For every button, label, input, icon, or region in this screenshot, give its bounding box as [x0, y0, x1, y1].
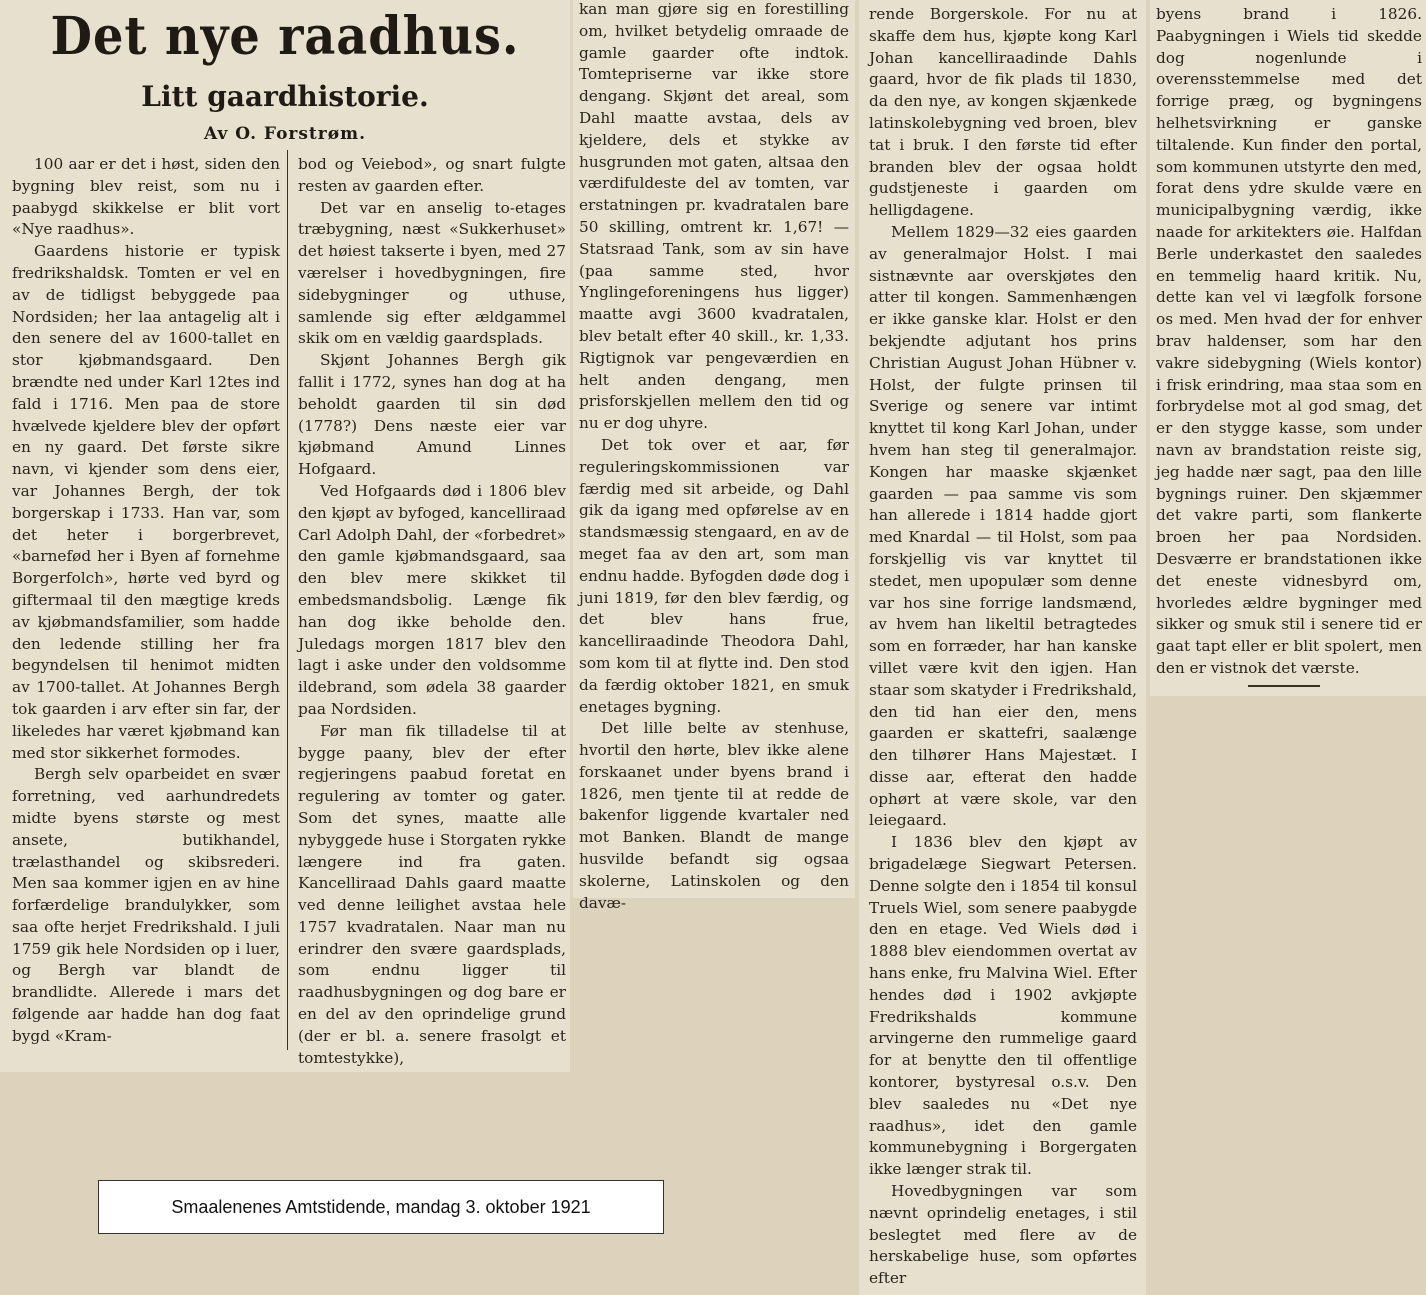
paragraph: Det lille belte av stenhuse, hvortil den hørte, blev ikke alene forskaanet under byens brand i 1826, men tjente til at redde de bakenfor liggende kvartaler ned mot Banken. Blandt de mange husvilde befandt sig ogsaa skolerne, Latinskolen og den davæ- [579, 719, 849, 912]
column-1 [12, 154, 280, 1048]
paragraph: I 1836 blev den kjøpt av brigadelæge Siegwart Petersen. Denne solgte den i 1854 til konsul Truels Wiel, som senere paabygde den en etage. Ved Wiels død i 1888 blev eiendommen overtat av hans enke, fru Malvina Wiel. Efter hendes død i 1902 avkjøpte Fredrikshalds kommune arvingerne den rummelige gaard for at benytte den til offentlige kontorer, bystyresal o.s.v. Den blev saaledes nu «Det nye raadhus», idet den gamle kommunebygning i Borgergaten ikke længer strak til. [869, 833, 1137, 1179]
article-clipping-left [0, 0, 570, 1072]
paragraph: kan man gjøre sig en forestilling om, hvilket betydelig omraade de gamle gaarder ofte indtok. Tomtepriserne var ikke store dengang. Skjønt det areal, som Dahl maatte avstaa, dels av kjeldere, dels et stykke av husgrunden mot gaten, altsaa den værdifuldeste del av tomten, var erstatningen pr. kvadratalen bare 50 skilling, omtrent kr. 1,67! — Statsraad Tank, som av sin have (paa samme sted, hvor Ynglingeforeningens hus ligger) maatte avgi 3600 kvadratalen, blev betalt efter 40 skill., kr. 1,33. Rigtignok var pengeværdien en helt anden dengang, men prisforskjellen mellem den tid og nu er dog uhyre. [579, 0, 849, 433]
paragraph: Før man fik tilladelse til at bygge paany, blev der efter regjeringens paabud foretat en regulering av tomter og gater. Som det synes, maatte alle nybyggede huse i Storgaten rykke længere ind fra gaten. Kancelliraad Dahls gaard maatte ved denne leilighet avstaa hele 1757 kvadratalen. Naar man nu erindrer den svære gaardsplads, som endnu ligger til raadhusbygningen og dog bare er en del av den oprindelige grund (der er bl. a. senere frasolgt et tomtestykke), [298, 721, 566, 1067]
byline: Av O. Forstrøm. [203, 124, 366, 144]
paragraph: Mellem 1829—32 eies gaarden av generalmajor Holst. I mai sistnævnte aar overskjøtes den atter til kongen. Sammenhængen er ikke ganske klar. Holst er den bekjendte adjutant hos prins Christian August Johan Hübner v. Holst, der fulgte prinsen til Sverige og senere var intimt knyttet til kong Karl Johan, under hvem han steg til generalmajor. Kongen har maaske skjænket gaarden — paa samme vis som han allerede i 1814 hadde gjort med Knardal — til Holst, som paa forskjellig vis var knyttet til stedet, men upopulær som denne var hos sine forrige landsmænd, av hvem han likeltil betragtedes som en forræder, har han kanske villet være kvit den igjen. Han staar som skatyder i Fredrikshald, den tid han eier den, mens gaarden er skattefri, saalænge den tilhører Hans Majestæt. I disse aar, efterat den hadde ophørt at være skole, var den leiegaard. [869, 222, 1137, 830]
paragraph: rende Borgerskole. For nu at skaffe dem hus, kjøpte kong Karl Johan kancelliraadinde Dahls gaard, hvor de fik plads til 1830, da den nye, av kongen skjænkede latinskolebygning ved broen, blev tat i bruk. I den første tid efter branden blev der ogsaa holdt gudstjeneste i gaarden om helligdagene. [869, 5, 1137, 220]
paragraph: Det tok over et aar, før reguleringskommissionen var færdig med sit arbeide, og Dahl gik da igang med opførelse av en standsmæssig stengaard, en av de meget faa av den art, som man endnu hadde. Byfogden døde dog i juni 1819, før den blev færdig, og det blev hans frue, kancelliraadinde Theodora Dahl, som kom til at flytte ind. Den stod da færdig oktober 1821, en smuk enetages bygning. [579, 435, 849, 716]
paragraph: Det var en anselig to-etages træbygning, næst «Sukkerhuset» det høiest takserte i byen, med 27 værelser i hovedbygningen, fire sidebygninger og uthuse, samlende sig efter ældgammel skik om en vældig gaardsplads. [298, 198, 566, 348]
paragraph: bod og Veiebod», og snart fulgte resten av gaarden efter. [298, 155, 566, 195]
column-3 [579, 0, 849, 914]
paragraph: byens brand i 1826. Paabygningen i Wiels tid skedde dog nogenlunde i overensstemmelse med det forrige præg, og bygningens helhetsvirkning er ganske tiltalende. Kun finder den portal, som kommunen utstyrte den med, forat dens ydre skulde være en municipalbygning værdig, ikke naade for arkitekters øie. Halfdan Berle underkastet den saaledes en temmelig haard kritik. Nu, dette kan vel vi lægfolk forsone os med. Men hvad der for enhver brav haldenser, som har den vakre sidebygning (Wiels kontor) i frisk erindring, maa staa som en forbrydelse mot al god smag, det er den stygge kasse, som under navn av brandstation reiste sig, jeg hadde nær sagt, paa den lille bygnings ruiner. Den skjæmmer det vakre parti, som flankerte broen her paa Nordsiden. Desværre er brandstationen ikke det eneste vidnesbyrd om, hvorledes ældre bygninger med sikker og smuk stil i senere tid er gaat tapt eller er blit spolert, men den er vistnok det værste. [1156, 5, 1422, 677]
paragraph: Bergh selv oparbeidet en svær forretning, ved aarhundredets midte byens største og mest ansete, butikhandel, trælasthandel og skibsrederi. Men saa kommer igjen en av hine forfærdelige brandulykker, som saa ofte herjet Fredrikshald. I juli 1759 gik hele Nordsiden op i luer, og Bergh var blandt de brandlidte. Allerede i mars det følgende aar hadde han dog faat bygd «Kram- [12, 765, 280, 1045]
source-caption: Smaalenenes Amtstidende, mandag 3. oktober 1921 [98, 1180, 664, 1234]
paragraph: Gaardens historie er typisk fredrikshaldsk. Tomten er vel en av de tidligst bebyggede paa Nordsiden; her laa antagelig alt i den senere del av 1600-tallet en stor kjøbmandsgaard. Den brændte ned under Karl 12tes ind fald i 1716. Men paa de store hvælvede kjeldere blev der opført en ny gaard. Det første sikre navn, vi kjender som dens eier, var Johannes Bergh, der tok borgerskap i 1733. Han var, som det heter i borgerbrevet, «barnefød her i Byen af fornehme Borgerfolch», hørte ved byrd og giftermaal til den mægtige kreds av kjøbmandsfamilier, som hadde den ledende stilling her fra begyndelsen til henimot midten av 1700-tallet. At Johannes Bergh tok gaarden i arv efter sin far, der likeledes har været kjøbmand kan med stor sikkerhet formodes. [12, 242, 280, 762]
article-clipping-col4 [859, 0, 1146, 1295]
paragraph: Ved Hofgaards død i 1806 blev den kjøpt av byfoged, kancelliraad Carl Adolph Dahl, der «forbedret» den gamle kjøbmandsgaard, saa den blev mere skikket til embedsmandsbolig. Længe fik han dog ikke beholde den. Juledags morgen 1817 blev den lagt i aske under den voldsomme ildebrand, som ødela 38 gaarder paa Nordsiden. [298, 481, 566, 718]
article-clipping-col5 [1150, 0, 1426, 696]
column-2 [298, 154, 566, 1069]
column-5 [1156, 4, 1422, 680]
column-divider [287, 150, 288, 1050]
paragraph: 100 aar er det i høst, siden den bygning blev reist, som nu i paabygd skikkelse er blit vort «Nye raadhus». [12, 155, 280, 239]
subheadline: Litt gaardhistorie. [141, 80, 429, 113]
article-clipping-col3 [573, 0, 855, 912]
column-4 [869, 4, 1137, 1290]
headline: Det nye raadhus. [50, 6, 520, 67]
paragraph: Hovedbygningen var som nævnt oprindelig enetages, i stil beslegtet med flere av de herskabelige huse, som opførtes efter [869, 1182, 1137, 1288]
end-rule [1248, 685, 1320, 687]
paragraph: Skjønt Johannes Bergh gik fallit i 1772, synes han dog at ha beholdt gaarden til sin død (1778?) Dens næste eier var kjøbmand Amund Linnes Hofgaard. [298, 351, 566, 479]
